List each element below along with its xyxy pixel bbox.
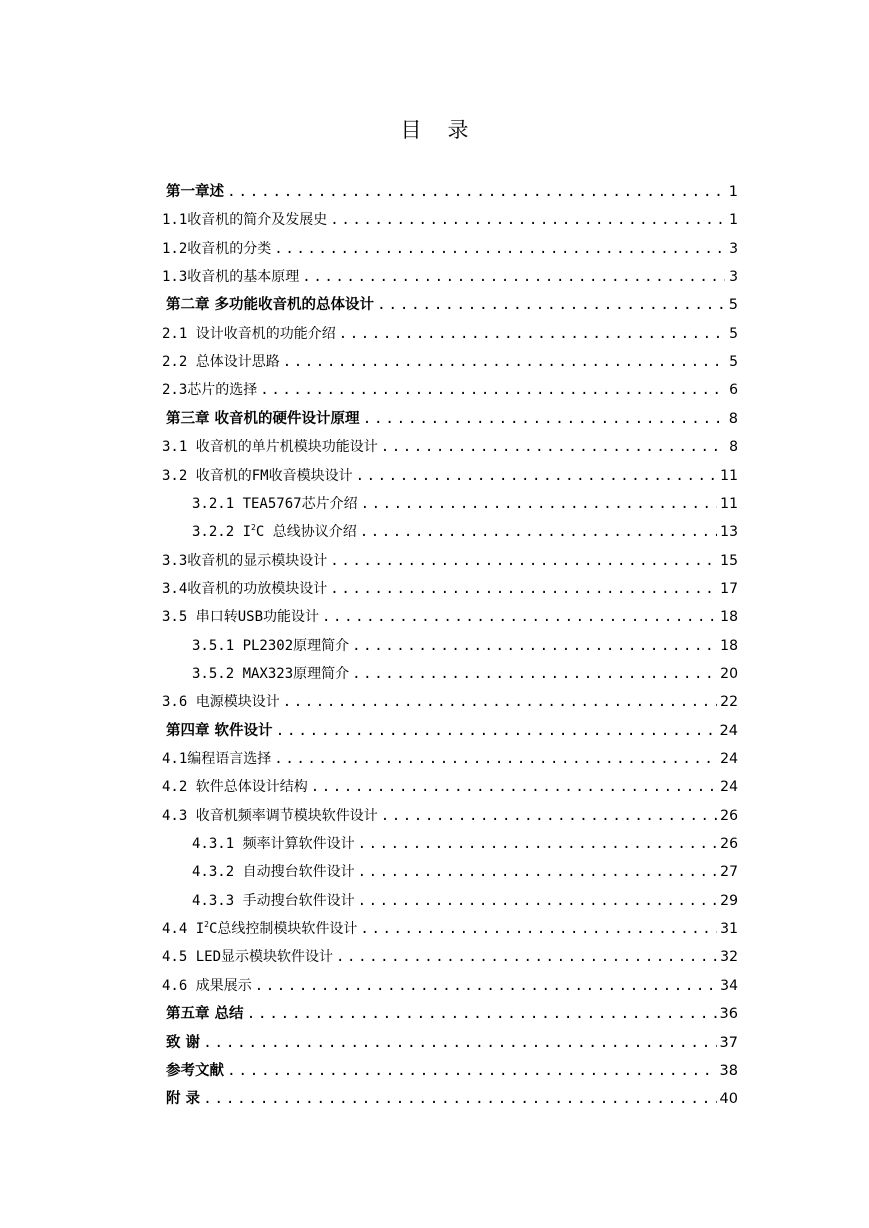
- toc-entry-title: 4.3 收音机频率调节模块软件设计: [162, 808, 378, 824]
- toc-entry-title: 4.5 LED显示模块软件设计: [162, 949, 334, 965]
- dot-leader: [358, 889, 718, 913]
- toc-entry-page-number: 20: [720, 666, 738, 682]
- toc-entry-page-number: 5: [728, 297, 738, 313]
- toc-entry-page-number: 38: [719, 1063, 738, 1079]
- toc-entry[interactable]: [192, 520, 738, 544]
- toc-entry-title: 3.4收音机的功放模块设计: [162, 581, 328, 597]
- toc-entry-page-number: 31: [720, 921, 738, 937]
- toc-entry-page-number: 11: [720, 468, 738, 484]
- superscript: 2: [251, 523, 256, 532]
- dot-leader: [352, 662, 717, 686]
- toc-entry-title: 3.3收音机的显示模块设计: [162, 553, 328, 569]
- toc-entry-page-number: 24: [719, 723, 738, 739]
- toc-entry-page-number: 17: [720, 581, 738, 597]
- toc-entry[interactable]: [192, 832, 738, 856]
- dot-leader: [330, 549, 717, 573]
- toc-entry-page-number: 18: [720, 609, 738, 625]
- toc-entry[interactable]: [192, 860, 738, 884]
- toc-entry-title: 3.2 收音机的FM收音模块设计: [162, 468, 353, 484]
- dot-leader: [283, 350, 725, 374]
- title-char-2: 录: [447, 118, 469, 142]
- toc-entry-page-number: 32: [720, 949, 738, 965]
- toc-entry[interactable]: [162, 974, 738, 998]
- dot-leader: [274, 237, 725, 261]
- superscript: 2: [204, 920, 209, 929]
- toc-entry[interactable]: [162, 464, 738, 488]
- toc-entry-title: 4.6 成果展示: [162, 978, 252, 994]
- toc-entry-title: 2.1 设计收音机的功能介绍: [162, 326, 336, 342]
- toc-entry-title: 4.3.1 频率计算软件设计: [192, 836, 355, 852]
- toc-entry-title-suffix: C总线控制模块软件设计: [208, 921, 358, 937]
- toc-entry-page-number: 8: [729, 439, 738, 455]
- toc-entry-title: 1.1收音机的简介及发展史: [162, 212, 328, 228]
- toc-entry-title: 4.1编程语言选择: [162, 751, 272, 767]
- toc-entry[interactable]: [166, 180, 738, 204]
- toc-entry-title: 4.3.2 自动搜台软件设计: [192, 864, 355, 880]
- dot-leader: [377, 293, 725, 317]
- toc-entry-page-number: 3: [729, 241, 738, 257]
- toc-entry-title-prefix: 3.2.2 I: [192, 524, 252, 540]
- dot-leader: [381, 435, 725, 459]
- toc-entry-page-number: 26: [720, 808, 738, 824]
- toc-entry-title: 3.5.1 PL2302原理简介: [192, 638, 350, 654]
- dot-leader: [363, 407, 725, 431]
- toc-entry[interactable]: [162, 208, 738, 232]
- toc-entry-title: 2.3芯片的选择: [162, 382, 258, 398]
- toc-entry[interactable]: [166, 407, 738, 431]
- toc-entry[interactable]: [162, 378, 738, 402]
- toc-entry-page-number: 1: [728, 184, 738, 200]
- dot-leader: [330, 208, 725, 232]
- toc-entry-title: 附 录: [166, 1091, 201, 1107]
- toc-entry-page-number: 22: [720, 694, 738, 710]
- toc-entry[interactable]: [162, 690, 738, 714]
- toc-entry-title: 1.3收音机的基本原理: [162, 269, 300, 285]
- toc-entry[interactable]: [192, 634, 738, 658]
- toc-entry-title: 4.2 软件总体设计结构: [162, 779, 308, 795]
- toc-entry[interactable]: [166, 293, 738, 317]
- dot-leader: [283, 690, 717, 714]
- dot-leader: [203, 1087, 716, 1111]
- dot-leader: [311, 775, 717, 799]
- title-char-1: 目: [400, 118, 422, 142]
- dot-leader: [361, 492, 718, 516]
- toc-entry-title: 致 谢: [166, 1035, 201, 1051]
- toc-entry-title: 2.2 总体设计思路: [162, 354, 280, 370]
- toc-entry[interactable]: [162, 804, 738, 828]
- toc-entry-title: 第四章 软件设计: [166, 723, 273, 739]
- toc-entry-page-number: 27: [720, 864, 738, 880]
- toc-entry-title: 3.5 串口转USB功能设计: [162, 609, 320, 625]
- toc-entry-title-suffix: C 总线协议介绍: [255, 524, 357, 540]
- dot-leader: [381, 804, 717, 828]
- toc-entry-title: 3.1 收音机的单片机模块功能设计: [162, 439, 378, 455]
- toc-entry[interactable]: [162, 775, 738, 799]
- toc-entry-page-number: 18: [720, 638, 738, 654]
- dot-leader: [302, 265, 725, 289]
- toc-entry-title: 3.2.1 TEA5767芯片介绍: [192, 496, 358, 512]
- toc-entry[interactable]: [192, 889, 738, 913]
- dot-leader: [330, 577, 717, 601]
- toc-entry-page-number: 5: [729, 326, 738, 342]
- dot-leader: [227, 1059, 717, 1083]
- toc-entry[interactable]: [166, 719, 738, 743]
- toc-entry-page-number: 1: [729, 212, 738, 228]
- toc-entry[interactable]: [162, 577, 738, 601]
- toc-entry-title: 3.6 电源模块设计: [162, 694, 280, 710]
- toc-entry-title: 参考文献: [166, 1063, 224, 1079]
- toc-entry-title: 第二章 多功能收音机的总体设计: [166, 297, 375, 313]
- toc-entry-title: 3.5.2 MAX323原理简介: [192, 666, 350, 682]
- toc-entry[interactable]: [192, 492, 738, 516]
- toc-entry-page-number: 5: [729, 354, 738, 370]
- toc-entry[interactable]: [192, 662, 738, 686]
- toc-entry[interactable]: [166, 1059, 738, 1083]
- toc-entry[interactable]: [162, 917, 738, 941]
- toc-entry-title: 第一章述: [166, 184, 224, 200]
- dot-leader: [336, 945, 717, 969]
- dot-leader: [360, 520, 717, 544]
- toc-entry-page-number: 15: [720, 553, 738, 569]
- dot-leader: [360, 917, 717, 941]
- dot-leader: [255, 974, 717, 998]
- toc-entry[interactable]: [166, 1002, 738, 1026]
- toc-entry[interactable]: [166, 1087, 738, 1111]
- toc-entry[interactable]: [162, 605, 738, 629]
- toc-entry-title: 第三章 收音机的硬件设计原理: [166, 411, 360, 427]
- toc-entry[interactable]: [162, 322, 738, 346]
- toc-entry[interactable]: [162, 237, 738, 261]
- toc-entry-page-number: 13: [720, 524, 738, 540]
- toc-entry-page-number: 24: [720, 751, 738, 767]
- page-title: [0, 114, 869, 144]
- toc-entry-page-number: 11: [720, 496, 738, 512]
- toc-entry[interactable]: [162, 435, 738, 459]
- toc-entry-page-number: 3: [729, 269, 738, 285]
- toc-entry-page-number: 40: [719, 1091, 738, 1107]
- toc-entry-page-number: 36: [719, 1006, 738, 1022]
- toc-entry-page-number: 26: [720, 836, 738, 852]
- dot-leader: [322, 605, 717, 629]
- dot-leader: [356, 464, 718, 488]
- toc-entry[interactable]: [166, 1031, 738, 1055]
- toc-entry-page-number: 37: [719, 1035, 738, 1051]
- toc-entry-title-prefix: 4.4 I: [162, 921, 205, 937]
- dot-leader: [247, 1002, 717, 1026]
- toc-entry[interactable]: [162, 945, 738, 969]
- dot-leader: [339, 322, 725, 346]
- toc-entry[interactable]: [162, 265, 738, 289]
- toc-entry[interactable]: [162, 747, 738, 771]
- toc-entry-title: [162, 917, 357, 941]
- dot-leader: [274, 747, 717, 771]
- toc-entry-title: 1.2收音机的分类: [162, 241, 272, 257]
- dot-leader: [358, 860, 718, 884]
- toc-entry-title: 4.3.3 手动搜台软件设计: [192, 893, 355, 909]
- dot-leader: [276, 719, 717, 743]
- dot-leader: [203, 1031, 716, 1055]
- toc-entry-page-number: 34: [720, 978, 738, 994]
- toc-entry[interactable]: [162, 350, 738, 374]
- toc-entry-page-number: 29: [720, 893, 738, 909]
- toc-entry-page-number: 8: [728, 411, 738, 427]
- toc-entry[interactable]: [162, 549, 738, 573]
- toc-entry-title: [192, 520, 357, 544]
- dot-leader: [358, 832, 718, 856]
- dot-leader: [260, 378, 725, 402]
- dot-leader: [227, 180, 725, 204]
- dot-leader: [352, 634, 717, 658]
- toc-entry-title: 第五章 总结: [166, 1006, 244, 1022]
- toc-entry-page-number: 24: [720, 779, 738, 795]
- toc-entry-page-number: 6: [729, 382, 738, 398]
